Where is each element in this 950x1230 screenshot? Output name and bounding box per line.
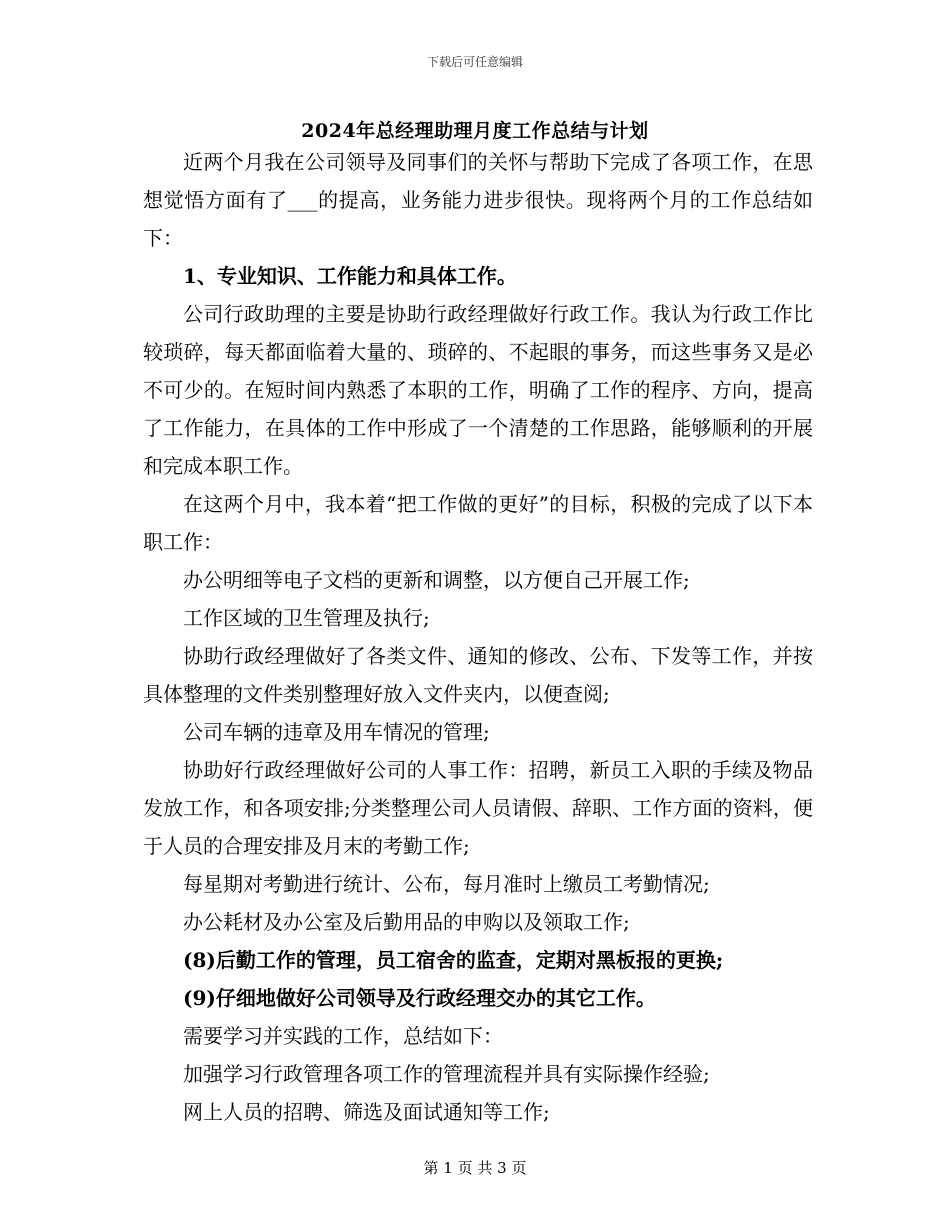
list-item: 协助行政经理做好了各类文件、通知的修改、公布、下发等工作，并按具体整理的文件类别整理好放入文件夹内，以便查阅; [143, 644, 813, 706]
list-item: 公司车辆的违章及用车情况的管理; [183, 720, 490, 744]
list-item: 每星期对考勤进行统计、公布，每月准时上缴员工考勤情况; [183, 872, 710, 896]
list-item: 网上人员的招聘、筛选及面试通知等工作; [183, 1100, 550, 1124]
list-item: 办公耗材及办公室及后勤用品的申购以及领取工作; [183, 910, 630, 934]
paragraph: 需要学习并实践的工作，总结如下： [183, 1024, 503, 1048]
list-item: 协助好行政经理做好公司的人事工作：招聘，新员工入职的手续及物品发放工作，和各项安排;分类整理公司人员请假、辞职、工作方面的资料，便于人员的合理安排及月末的考勤工作; [143, 758, 813, 858]
list-item: 工作区域的卫生管理及执行; [183, 606, 430, 630]
document-title: 2024年总经理助理月度工作总结与计划 [301, 120, 649, 142]
section-heading-1: 1、专业知识、工作能力和具体工作。 [183, 264, 517, 288]
list-item: 加强学习行政管理各项工作的管理流程并具有实际操作经验; [183, 1062, 710, 1086]
page-footer: 第 1 页 共 3 页 [423, 1159, 527, 1177]
paragraph: 在这两个月中，我本着“把工作做的更好”的目标，积极的完成了以下本职工作： [143, 492, 813, 554]
list-item-bold: (9)仔细地做好公司领导及行政经理交办的其它工作。 [183, 986, 656, 1010]
paragraph-intro: 近两个月我在公司领导及同事们的关怀与帮助下完成了各项工作，在思想觉悟方面有了___的提高，业务能力进步很快。现将两个月的工作总结如下： [143, 150, 813, 250]
paragraph: 公司行政助理的主要是协助行政经理做好行政工作。我认为行政工作比较琐碎，每天都面临着大量的、琐碎的、不起眼的事务，而这些事务又是必不可少的。在短时间内熟悉了本职的工作，明确了工作的程序、方向，提高了工作能力，在具体的工作中形成了一个清楚的工作思路，能够顺利的开展和完成本职工作。 [143, 302, 813, 478]
header-note: 下载后可任意编辑 [426, 55, 523, 69]
list-item-bold: (8)后勤工作的管理，员工宿舍的监查，定期对黑板报的更换; [183, 948, 724, 972]
document-body [143, 143, 813, 1131]
list-item: 办公明细等电子文档的更新和调整，以方便自己开展工作; [183, 568, 690, 592]
